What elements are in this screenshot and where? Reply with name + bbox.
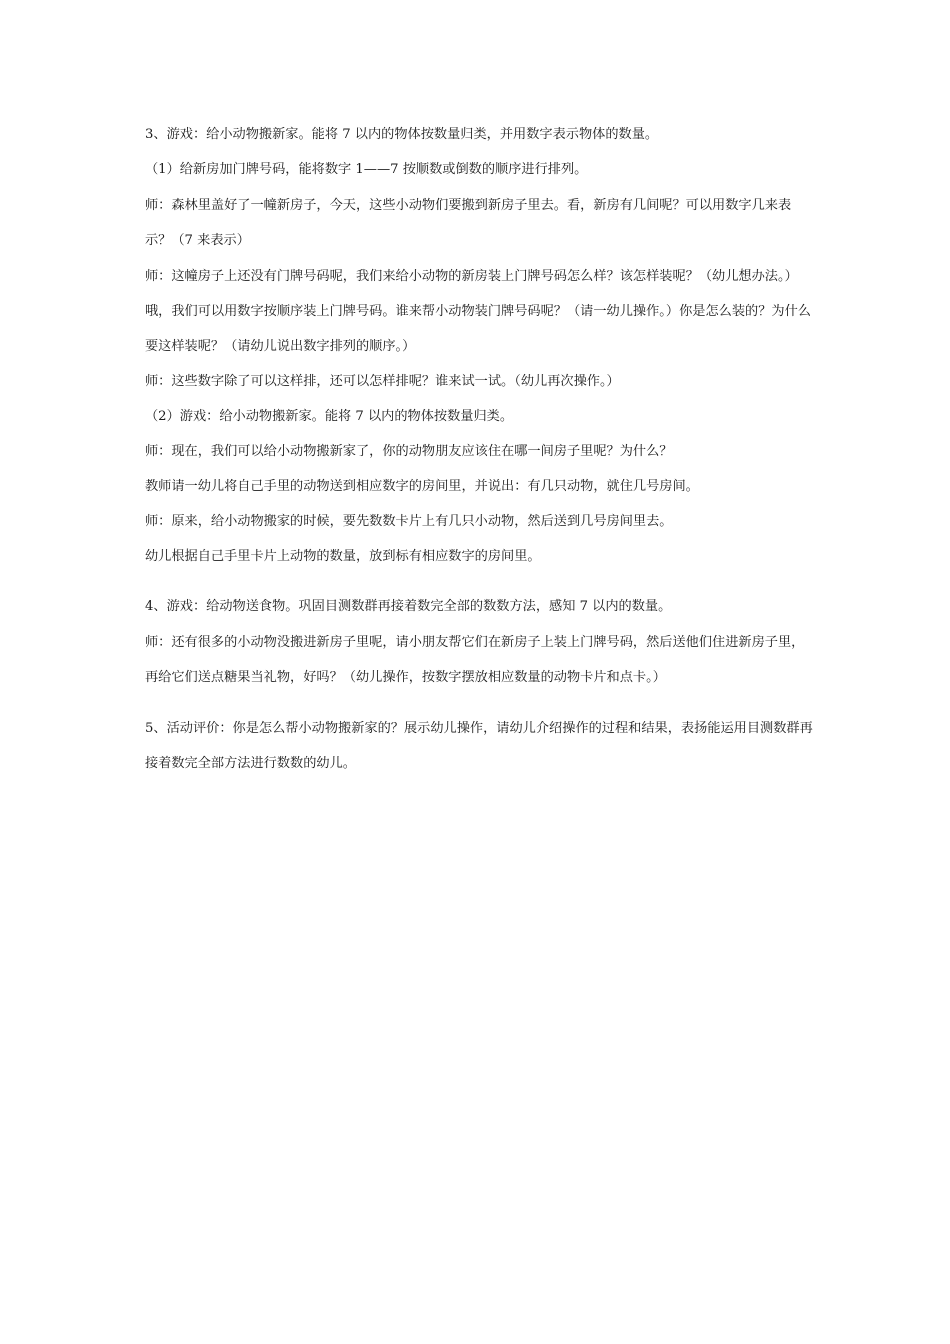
paragraph-step-2: （2）游戏：给小动物搬新家。能将 7 以内的物体按数量归类。: [145, 409, 514, 424]
paragraph-section-4-heading: 4、游戏：给动物送食物。巩固目测数群再接着数完全部的数数方法，感知 7 以内的数量。: [145, 599, 672, 614]
paragraph-teacher-summary: 师：原来，给小动物搬家的时候，要先数数卡片上有几只小动物，然后送到几号房间里去。: [145, 514, 673, 529]
section-spacer: [145, 583, 817, 598]
paragraph-section-5-evaluation: 5、活动评价：你是怎么帮小动物搬新家的？展示幼儿操作，请幼儿介绍操作的过程和结果，表扬能运用目测数群再接着数完全部方法进行数数的幼儿。: [145, 721, 813, 771]
paragraph-teacher-invites-child: 教师请一幼儿将自己手里的动物送到相应数字的房间里，并说出：有几只动物，就住几号房间。: [145, 479, 699, 494]
document-body: [145, 126, 817, 790]
paragraph-step-1: （1）给新房加门牌号码，能将数字 1——7 按顺数或倒数的顺序进行排列。: [145, 162, 588, 177]
paragraph-children-place-cards: 幼儿根据自己手里卡片上动物的数量，放到标有相应数字的房间里。: [145, 549, 541, 564]
paragraph-teacher-door-numbers: 师：这幢房子上还没有门牌号码呢，我们来给小动物的新房装上门牌号码怎么样？该怎样装呢？（幼儿想办法。）哦，我们可以用数字按顺序装上门牌号码。谁来帮小动物装门牌号码呢？（请一幼儿操作。）你是怎么装的？为什么要这样装呢？（请幼儿说出数字排列的顺序。）: [145, 269, 811, 354]
paragraph-section-3-heading: 3、游戏：给小动物搬新家。能将 7 以内的物体按数量归类，并用数字表示物体的数量。: [145, 127, 659, 142]
paragraph-teacher-other-order: 师：这些数字除了可以这样排，还可以怎样排呢？谁来试一试。（幼儿再次操作。）: [145, 374, 620, 389]
paragraph-teacher-new-house: 师：森林里盖好了一幢新房子，今天，这些小动物们要搬到新房子里去。看，新房有几间呢？可以用数字几来表示？（7 来表示）: [145, 198, 792, 248]
paragraph-teacher-more-animals: 师：还有很多的小动物没搬进新房子里呢，请小朋友帮它们在新房子上装上门牌号码，然后送他们住进新房子里，再给它们送点糖果当礼物，好吗？（幼儿操作，按数字摆放相应数量的动物卡片和点卡。）: [145, 635, 805, 685]
paragraph-teacher-move-animals: 师：现在，我们可以给小动物搬新家了，你的动物朋友应该住在哪一间房子里呢？为什么？: [145, 444, 673, 459]
